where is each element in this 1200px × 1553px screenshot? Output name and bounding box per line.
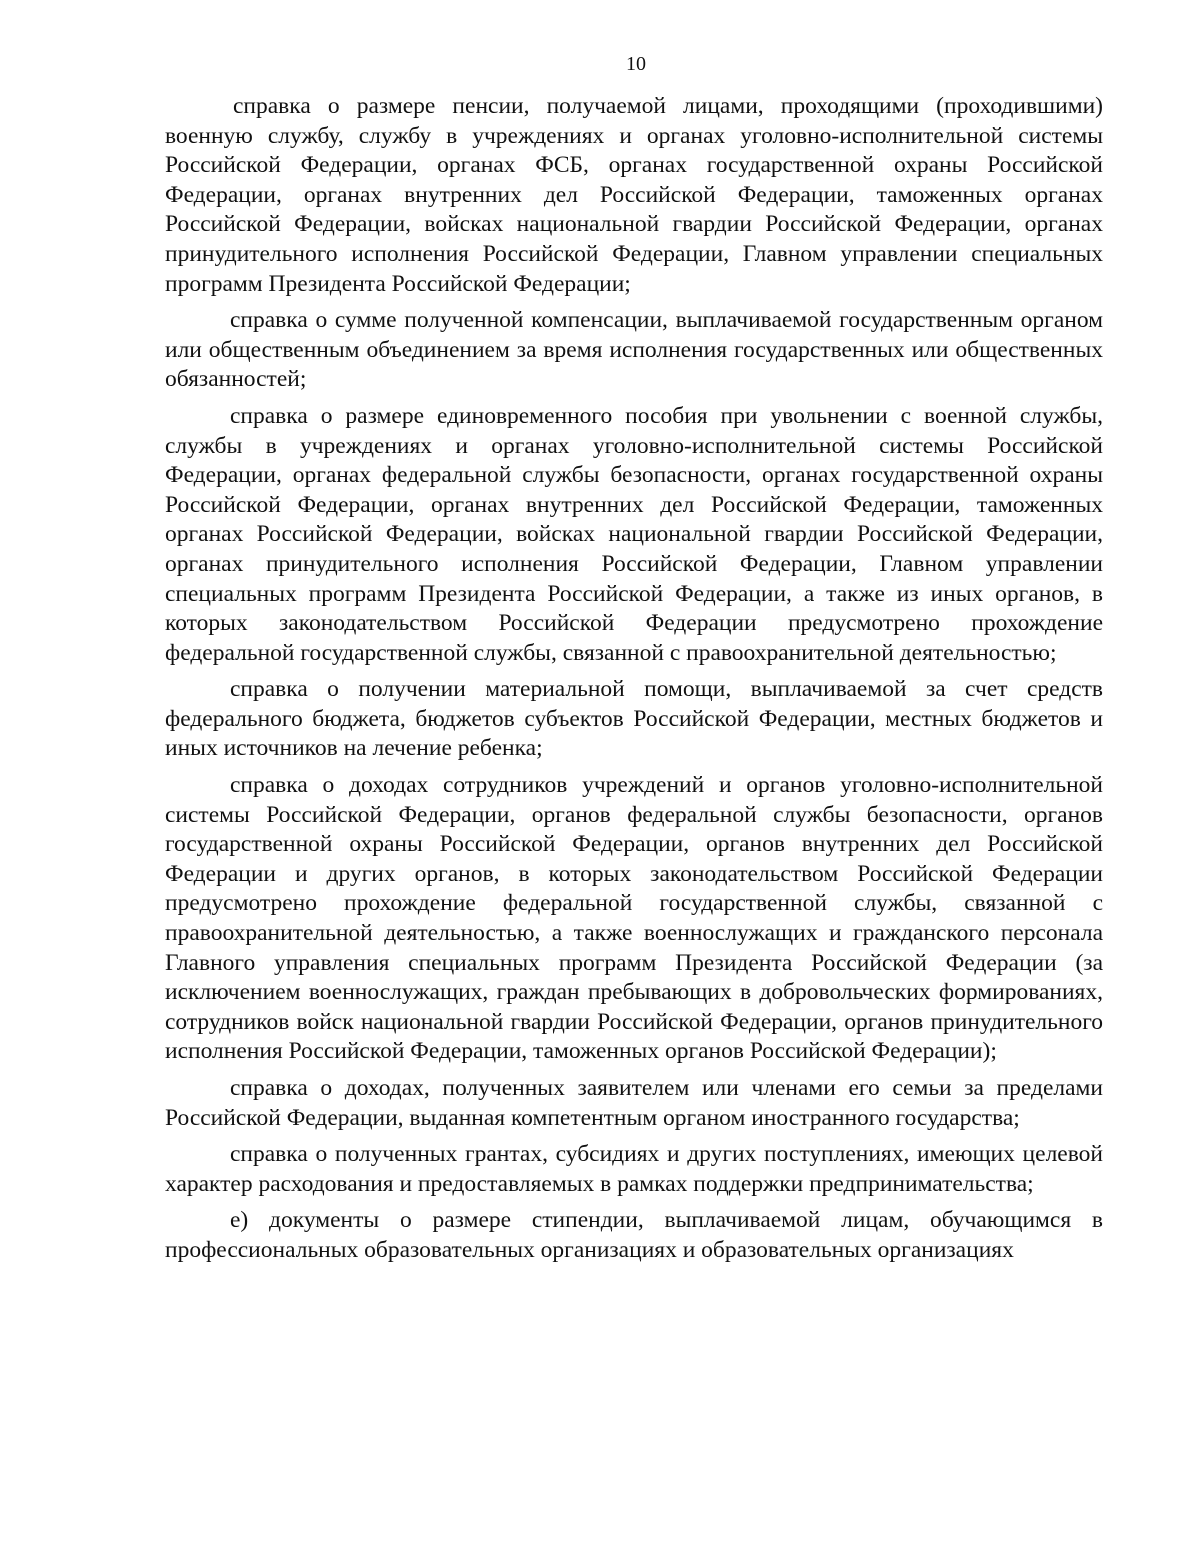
paragraph-foreign-income-certificate: справка о доходах, полученных заявителем или членами его семьи за пределами Российской Федерации, выданная компетентным органом иностранного государства; — [165, 1075, 1103, 1131]
paragraph-severance-certificate: справка о размере единовременного пособия при увольнении с военной службы, службы в учреждениях и органах уголовно-исполнительной системы Российской Федерации, органах федеральной службы безопасности, органах государственной охраны Российской Федерации, органах внутренних дел Российской Федерации, таможенных органах Российской Федерации, войсках национальной гвардии Российской Федерации, органах принудительного исполнения Российской Федерации, Главном управлении специальных программ Президента Российской Федерации, а также из иных органов, в которых законодательством Российской Федерации предусмотрено прохождение федеральной государственной службы, связанной с правоохранительной деятельностью; — [165, 402, 1103, 666]
paragraph-compensation-certificate: справка о сумме полученной компенсации, выплачиваемой государственным органом или общественным объединением за время исполнения государственных или общественных обязанностей; — [165, 307, 1103, 393]
page-number: 10 — [626, 53, 646, 75]
paragraph-grants-certificate: справка о полученных грантах, субсидиях и других поступлениях, имеющих целевой характер расходования и предоставляемых в рамках поддержки предпринимательства; — [165, 1141, 1103, 1197]
paragraph-stipend-documents: е) документы о размере стипендии, выплачиваемой лицам, обучающимся в профессиональных образовательных организациях и образовательных организациях — [165, 1207, 1103, 1263]
paragraph-material-aid-certificate: справка о получении материальной помощи, выплачиваемой за счет средств федерального бюджета, бюджетов субъектов Российской Федерации, местных бюджетов и иных источников на лечение ребенка; — [165, 676, 1103, 762]
paragraph-pension-certificate: справка о размере пенсии, получаемой лицами, проходящими (проходившими) военную службу, службу в учреждениях и органах уголовно-исполнительной системы Российской Федерации, органах ФСБ, органах государственной охраны Российской Федерации, органах внутренних дел Российской Федерации, таможенных органах Российской Федерации, войсках национальной гвардии Российской Федерации, органах принудительного исполнения Российской Федерации, Главном управлении специальных программ Президента Российской Федерации; — [165, 93, 1103, 297]
paragraph-employee-income-certificate: справка о доходах сотрудников учреждений и органов уголовно-исполнительной системы Российской Федерации, органов федеральной службы безопасности, органов государственной охраны Российской Федерации, органов внутренних дел Российской Федерации и других органов, в которых законодательством Российской Федерации предусмотрено прохождение федеральной государственной службы, связанной с правоохранительной деятельностью, а также военнослужащих и гражданского персонала Главного управления специальных программ Президента Российской Федерации (за исключением военнослужащих, граждан пребывающих в добровольческих формированиях, сотрудников войск национальной гвардии Российской Федерации, органов принудительного исполнения Российской Федерации, таможенных органов Российской Федерации); — [165, 772, 1103, 1065]
document-body — [165, 92, 1103, 1273]
